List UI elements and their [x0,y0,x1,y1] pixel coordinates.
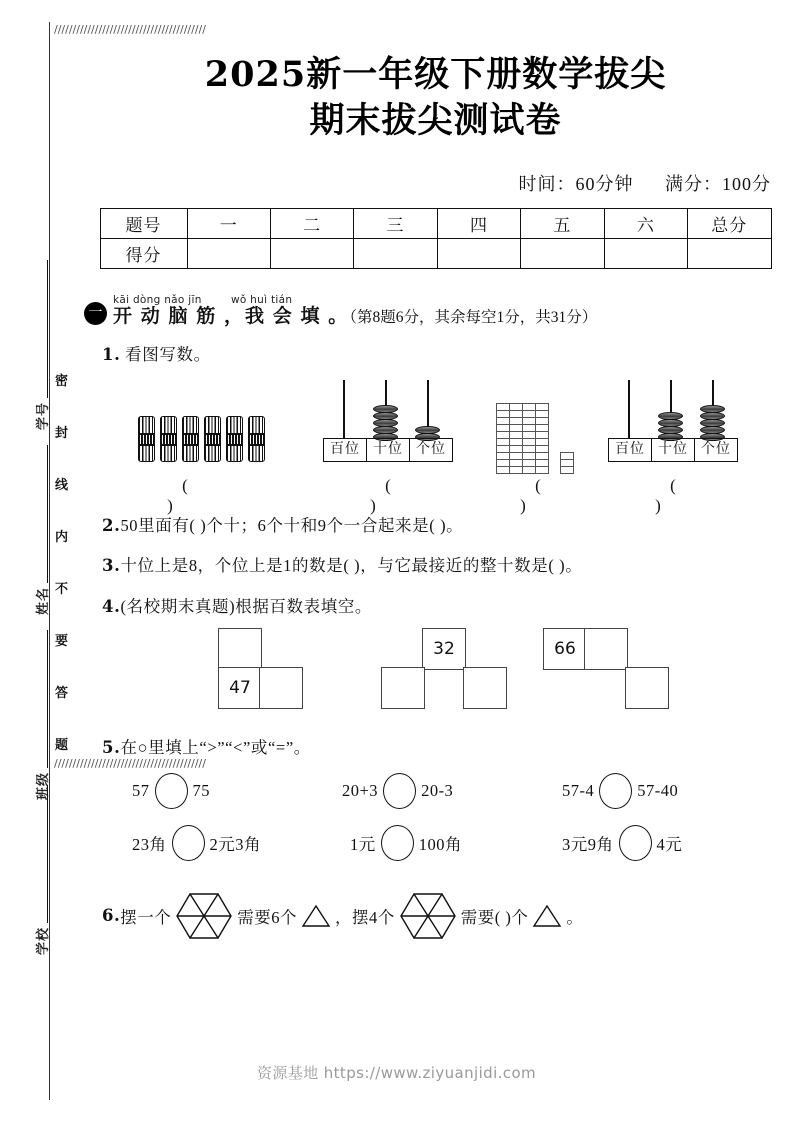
triangle-icon [532,904,562,928]
compare-right-6: 4元 [656,834,683,854]
chart-cell[interactable] [259,667,303,709]
table-row [100,239,771,269]
place-label-tens: 十位 [652,439,695,461]
compare-item-1 [132,773,210,809]
seal-hatch-top: ///////////////////////////////////////// [54,23,206,36]
question-1 [102,343,793,368]
compare-circle-6[interactable] [619,825,652,861]
section-1-title: 开 动 脑 筋 ，我 会 填 。 [113,306,350,328]
score-table [100,208,772,269]
score-col-2: 二 [270,209,353,239]
pinyin-part-b: wǒ huì tián [230,294,293,306]
table-row [100,209,771,239]
abacus-figure-1 [323,378,455,470]
score-col-6: 六 [604,209,687,239]
question-4 [102,595,793,620]
compare-item-6 [562,825,682,861]
bundle-icon [160,416,177,462]
compare-row-1 [102,773,793,825]
stick-bundles [138,416,265,462]
question-3-number: 3. [102,556,121,576]
triangle-icon [301,904,331,928]
question-1-answer-4[interactable]: ( ) [655,475,706,515]
question-6 [102,891,793,941]
score-cell-6[interactable] [604,239,687,269]
question-2-text[interactable]: 50里面有( )个十；6个十和9个一合起来是( )。 [120,515,464,535]
grid-big [496,403,549,474]
place-label-hundreds: 百位 [324,439,367,461]
abacus-icon [608,378,740,470]
score-col-3: 三 [354,209,437,239]
compare-circle-1[interactable] [155,773,188,809]
score-col-total: 总分 [688,209,771,239]
compare-item-3 [562,773,678,809]
score-row-head-0: 题号 [100,209,187,239]
place-label-ones: 个位 [416,441,446,457]
question-1-answer-3[interactable]: ( ) [520,475,571,515]
bundle-icon [182,416,199,462]
chart-cell: 32 [422,628,466,670]
bundle-icon [248,416,265,462]
abacus-place-labels [323,438,453,462]
chart-cell[interactable] [584,628,628,670]
question-5-text: 在○里填上“>”“<”或“=”。 [120,737,311,757]
compare-circle-3[interactable] [599,773,632,809]
abacus-rod-hundreds [343,380,345,438]
sticks-figure [138,378,265,462]
question-6-text-d[interactable]: 需要( )个 [460,907,529,927]
question-1-answer-2[interactable]: ( ) [370,475,421,515]
compare-left-6: 3元9角 [562,834,614,854]
section-1-pinyin [113,295,597,306]
chart-cell: 66 [543,628,587,670]
question-6-text-c: ，摆4个 [334,907,395,927]
field-class[interactable] [28,630,54,800]
compare-item-2 [342,773,453,809]
score-cell-total[interactable] [688,239,771,269]
seal-char-6: 要 [55,634,82,649]
score-cell-1[interactable] [187,239,270,269]
compare-item-5 [350,825,462,861]
section-1-header [84,295,793,327]
section-1-title-row [113,307,597,327]
student-info-fields [6,255,51,955]
field-school-label: 学校 [35,926,51,955]
score-cell-5[interactable] [521,239,604,269]
chart-cell[interactable] [218,628,262,670]
place-label-tens: 十位 [367,439,410,461]
chart-cell[interactable] [463,667,507,709]
bundle-icon [226,416,243,462]
section-number-badge: 一 [84,302,107,325]
question-2 [102,514,793,539]
exam-total-score-label: 满分：100分 [665,174,771,194]
question-1-figures [78,378,793,515]
compare-row-2 [102,825,793,877]
abacus-place-labels [608,438,738,462]
hexagon-icon [400,891,456,941]
question-4-number: 4. [102,597,121,617]
place-label-ones: 个位 [701,441,731,457]
seal-char-5: 不 [55,582,82,597]
question-6-text-e: 。 [566,907,584,927]
exam-page [78,0,793,1122]
question-1-text: 看图写数。 [125,344,211,364]
question-2-number: 2. [102,515,121,535]
compare-item-4 [132,825,261,861]
field-student-id-line[interactable] [35,260,48,398]
seal-hatch-bottom: ///////////////////////////////////////// [54,757,206,770]
question-6-number: 6. [102,906,121,926]
score-cell-2[interactable] [270,239,353,269]
compare-left-3: 57-4 [562,780,595,800]
question-3 [102,554,793,579]
field-school[interactable] [28,785,54,955]
compare-left-4: 23角 [132,834,167,854]
abacus-rod-hundreds [628,380,630,438]
question-6-text-a: 摆一个 [120,907,172,927]
question-5-number: 5. [102,737,121,757]
title-line-1: 2025新一年级下册数学拔尖 [204,54,667,95]
field-name-label: 姓名 [35,586,51,615]
score-row-head-1: 得分 [100,239,187,269]
compare-left-5: 1元 [350,834,376,854]
watermark: 资源基地 https://www.ziyuanjidi.com [256,1064,537,1082]
seal-char-1: 密 [55,374,82,389]
exam-time-label: 时间：60分钟 [518,174,634,194]
grid-small [560,452,574,474]
compare-circle-2[interactable] [383,773,416,809]
section-1-body [113,295,597,327]
field-class-line[interactable] [35,630,48,768]
question-1-number: 1. [102,344,121,364]
page-title [78,52,793,144]
compare-right-1: 75 [192,780,210,800]
compare-circle-4[interactable] [172,825,205,861]
score-cell-4[interactable] [437,239,520,269]
seal-char-3: 线 [55,478,82,493]
exam-meta [78,170,793,196]
question-5 [102,736,793,761]
question-4-text: (名校期末真题)根据百数表填空。 [120,597,373,617]
question-1-answer-1[interactable]: ( ) [167,475,218,515]
place-label-hundreds: 百位 [609,439,652,461]
score-cell-3[interactable] [354,239,437,269]
seal-char-8: 题 [55,738,82,753]
field-school-line[interactable] [35,785,48,923]
bundle-icon [204,416,221,462]
question-3-text[interactable]: 十位上是8，个位上是1的数是( )，与它最接近的整十数是( )。 [120,556,583,576]
field-class-label: 班级 [35,771,51,800]
title-line-2: 期末拔尖测试卷 [309,100,562,141]
field-student-id-label: 学号 [35,401,51,430]
compare-right-5: 100角 [418,834,462,854]
chart-cell[interactable] [625,667,669,709]
compare-right-2: 20-3 [421,780,454,800]
section-1-points: （第8题6分，其余每空1分，共31分） [349,309,598,327]
seal-warning-text [55,356,82,772]
field-student-id[interactable] [28,260,54,430]
score-col-5: 五 [521,209,604,239]
bundle-icon [138,416,155,462]
compare-right-3: 57-40 [637,780,679,800]
seal-char-2: 封 [55,426,82,441]
compare-circle-5[interactable] [381,825,414,861]
chart-cell[interactable] [381,667,425,709]
abacus-figure-2 [608,378,740,470]
compare-right-4: 2元3角 [209,834,261,854]
abacus-icon [323,378,455,470]
question-6-text-b: 需要6个 [237,907,297,927]
compare-left-2: 20+3 [342,780,379,800]
score-col-4: 四 [437,209,520,239]
seal-char-7: 答 [55,686,82,701]
score-col-1: 一 [187,209,270,239]
question-4-shapes [78,628,793,720]
pinyin-part-a: kāi dòng nǎo jīn [113,294,202,306]
field-name-line[interactable] [35,445,48,583]
compare-left-1: 57 [132,780,150,800]
chart-cell: 47 [218,667,262,709]
hexagon-icon [176,891,232,941]
seal-char-4: 内 [55,530,82,545]
field-name[interactable] [28,445,54,615]
